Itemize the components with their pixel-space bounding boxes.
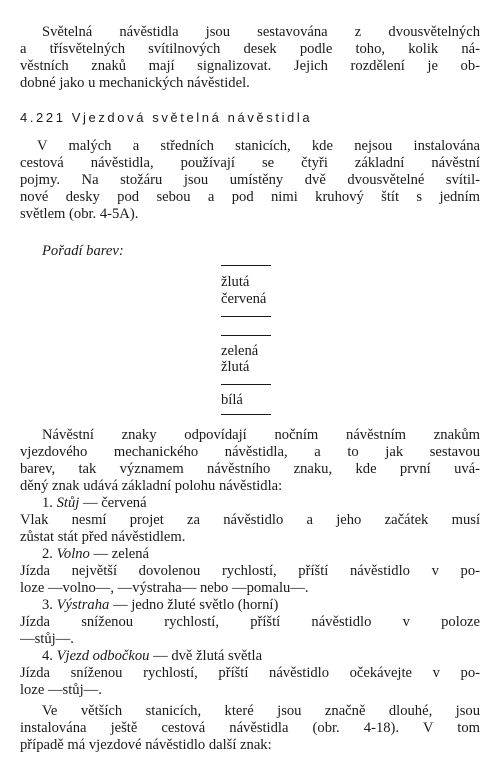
para3-line: barev, tak významem návěstního znaku, kde první uvá- (20, 461, 480, 477)
signal-name: Vjezd odbočkou (56, 648, 150, 664)
signal-desc-line: zůstat stát před návěstidlem. (20, 529, 186, 545)
color-board1-top: žlutá (221, 274, 250, 290)
color-board2-top: zelená (221, 343, 259, 359)
para2-line: světlem (obr. 4-5A). (20, 206, 139, 222)
signal-desc-line: loze —stůj—. (20, 682, 102, 698)
para1-line: a třísvětelných svítilnových desek podle toho, kolik ná- (20, 41, 480, 57)
para3-line: vjezdového mechanického návěstidla, a to jak sestavou (20, 444, 480, 460)
divider-line (221, 335, 271, 336)
signal-desc-line: Jízda sníženou rychlostí, příští návěstidlo v poloze (20, 614, 480, 630)
signal-desc-line: Jízda sníženou rychlostí, příští návěstidlo očekávejte v po- (20, 665, 480, 681)
para3-line: Návěstní znaky odpovídají nočním návěstním znakům (42, 427, 480, 443)
para2-line: nové desky pod sebou a pod nimi kruhový štít s jedním (20, 189, 480, 205)
signal-desc-line: loze —volno—, —výstraha— nebo —pomalu—. (20, 580, 309, 596)
para4-line: případě má vjezdové návěstidlo další znak: (20, 737, 272, 753)
signal-desc-line: Jízda největší dovolenou rychlostí, příští návěstidlo v po- (20, 563, 480, 579)
signal-title: 3. Výstraha — jedno žluté světlo (horní) (42, 597, 279, 613)
color-order-label: Pořadí barev: (42, 243, 124, 259)
divider-line (221, 414, 271, 415)
signal-name: Stůj (56, 495, 80, 511)
para1-line: dobné jako u mechanických návěstidel. (20, 75, 250, 91)
divider-line (221, 384, 271, 385)
signal-title: 1. Stůj — červená (42, 495, 147, 511)
divider-line (221, 265, 271, 266)
signal-title: 4. Vjezd odbočkou — dvě žlutá světla (42, 648, 263, 664)
color-shield: bílá (221, 392, 243, 408)
signal-name: Volno (56, 546, 90, 562)
color-board2-bottom: žlutá (221, 359, 250, 375)
para2-line: pojmy. Na stožáru jsou umístěny dvě dvousvětelné svítil- (20, 172, 480, 188)
para2-line: cestová návěstidla, používají se čtyři základní návěstní (20, 155, 480, 171)
signal-desc-line: —stůj—. (20, 631, 74, 647)
para2-line: V malých a středních stanicích, kde nejsou instalována (37, 138, 480, 154)
signal-title: 2. Volno — zelená (42, 546, 150, 562)
color-board1-bottom: červená (221, 291, 267, 307)
para1-line: věstních znaků mají signalizovat. Jejich rozdělení je ob- (20, 58, 480, 74)
divider-line (221, 316, 271, 317)
para1-line: Světelná návěstidla jsou sestavována z dvousvětelných (42, 24, 480, 40)
para3-line: děný znak udává základní polohu návěstidla: (20, 478, 283, 494)
signal-desc-line: Vlak nesmí projet za návěstidlo a jeho začátek musí (20, 512, 480, 528)
signal-name: Výstraha (56, 597, 110, 613)
para4-line: instalována ještě cestová návěstidla (obr. 4-18). V tom (20, 720, 480, 736)
section-heading: 4.221 Vjezdová světelná návěstidla (20, 110, 313, 125)
para4-line: Ve větších stanicích, které jsou značně dlouhé, jsou (42, 703, 480, 719)
